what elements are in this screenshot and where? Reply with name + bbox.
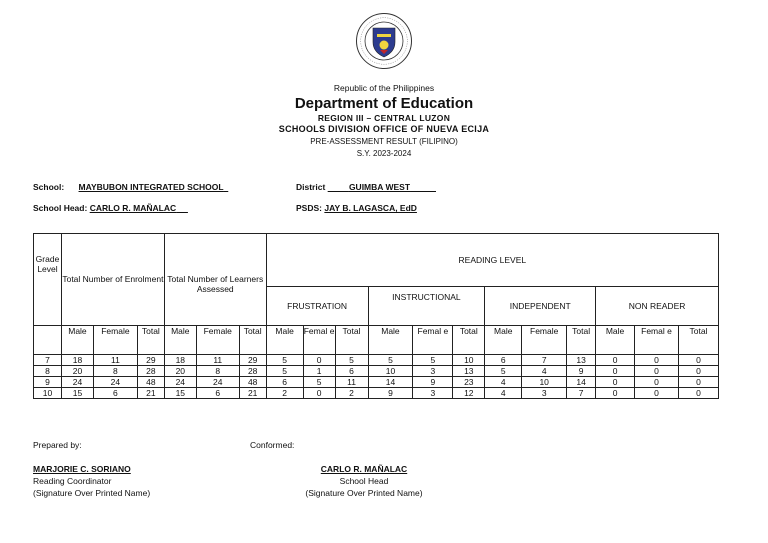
sub-header-cell: Total xyxy=(335,326,368,355)
school-label: School: xyxy=(33,182,65,192)
table-cell: 5 xyxy=(413,355,453,366)
table-cell: 20 xyxy=(61,366,93,377)
table-cell: 21 xyxy=(239,388,266,399)
table-cell: 18 xyxy=(164,355,196,366)
table-cell: 0 xyxy=(303,355,335,366)
grade-cell: 10 xyxy=(34,388,62,399)
grade-cell: 7 xyxy=(34,355,62,366)
table-cell: 6 xyxy=(196,388,239,399)
table-cell: 13 xyxy=(567,355,596,366)
sub-header-cell: Female xyxy=(522,326,567,355)
sub-header-cell xyxy=(34,326,62,355)
table-cell: 1 xyxy=(303,366,335,377)
sub-header-cell: Male xyxy=(368,326,413,355)
table-cell: 24 xyxy=(61,377,93,388)
instructional-header: INSTRUCTIONAL xyxy=(368,287,485,326)
sub-header-cell: Total xyxy=(137,326,164,355)
table-cell: 0 xyxy=(635,388,679,399)
table-cell: 0 xyxy=(678,388,718,399)
table-cell: 48 xyxy=(137,377,164,388)
prepared-by-block xyxy=(33,463,150,499)
table-cell: 3 xyxy=(413,366,453,377)
table-row xyxy=(34,377,719,388)
table-cell: 11 xyxy=(196,355,239,366)
table-cell: 21 xyxy=(137,388,164,399)
table-cell: 14 xyxy=(368,377,413,388)
prepared-by-label: Prepared by: xyxy=(33,440,82,450)
school-head-value: CARLO R. MAÑALAC xyxy=(89,203,177,213)
table-cell: 18 xyxy=(61,355,93,366)
conformed-block xyxy=(295,463,433,499)
table-cell: 5 xyxy=(266,355,303,366)
table-cell: 0 xyxy=(635,377,679,388)
deped-seal-logo xyxy=(355,12,413,70)
table-cell: 23 xyxy=(453,377,485,388)
sub-header-cell: Male xyxy=(485,326,522,355)
table-cell: 11 xyxy=(93,355,137,366)
sub-header-cell: Male xyxy=(596,326,635,355)
table-cell: 8 xyxy=(93,366,137,377)
school-head-label: School Head: xyxy=(33,203,88,213)
enrolment-header: Total Number of Enrolment xyxy=(61,234,164,326)
table-cell: 4 xyxy=(485,388,522,399)
sub-header-cell: Femal e xyxy=(635,326,679,355)
table-cell: 5 xyxy=(485,366,522,377)
grade-cell: 8 xyxy=(34,366,62,377)
table-cell: 15 xyxy=(164,388,196,399)
sub-header-cell: Male xyxy=(266,326,303,355)
sub-header-cell: Total xyxy=(453,326,485,355)
table-cell: 0 xyxy=(596,366,635,377)
table-row xyxy=(34,388,719,399)
school-year: S.Y. 2023-2024 xyxy=(356,149,412,158)
table-cell: 5 xyxy=(335,355,368,366)
table-cell: 24 xyxy=(93,377,137,388)
table-cell: 9 xyxy=(413,377,453,388)
sub-header-row xyxy=(34,326,719,355)
independent-header: INDEPENDENT xyxy=(485,287,596,326)
sub-header-cell: Total xyxy=(239,326,266,355)
table-cell: 24 xyxy=(196,377,239,388)
table-cell: 24 xyxy=(164,377,196,388)
table-cell: 48 xyxy=(239,377,266,388)
psds-row xyxy=(296,203,417,213)
school-row xyxy=(33,182,228,192)
table-cell: 3 xyxy=(522,388,567,399)
sub-header-cell: Total xyxy=(678,326,718,355)
table-cell: 9 xyxy=(368,388,413,399)
conformed-name: CARLO R. MAÑALAC xyxy=(320,464,408,474)
non-reader-header: NON READER xyxy=(596,287,719,326)
table-cell: 3 xyxy=(413,388,453,399)
sub-header-cell: Female xyxy=(196,326,239,355)
table-cell: 28 xyxy=(137,366,164,377)
table-cell: 4 xyxy=(485,377,522,388)
conformed-title: School Head xyxy=(339,476,389,486)
conformed-note: (Signature Over Printed Name) xyxy=(305,488,423,498)
table-cell: 8 xyxy=(196,366,239,377)
sub-header-cell: Total xyxy=(567,326,596,355)
table-cell: 0 xyxy=(678,355,718,366)
table-cell: 11 xyxy=(335,377,368,388)
table-cell: 0 xyxy=(303,388,335,399)
results-table xyxy=(33,233,719,399)
table-cell: 0 xyxy=(678,377,718,388)
table-cell: 10 xyxy=(522,377,567,388)
table-cell: 7 xyxy=(522,355,567,366)
district-label: District xyxy=(296,182,326,192)
table-body xyxy=(34,355,719,399)
table-cell: 2 xyxy=(335,388,368,399)
table-cell: 10 xyxy=(368,366,413,377)
table-cell: 15 xyxy=(61,388,93,399)
table-cell: 0 xyxy=(596,377,635,388)
table-cell: 5 xyxy=(266,366,303,377)
sub-header-cell: Femal e xyxy=(413,326,453,355)
table-cell: 14 xyxy=(567,377,596,388)
republic-text: Republic of the Philippines xyxy=(333,83,435,93)
grade-level-header: Grade Level xyxy=(34,234,62,326)
sub-header-cell: Male xyxy=(61,326,93,355)
table-row xyxy=(34,355,719,366)
department-title: Department of Education xyxy=(294,95,474,112)
table-cell: 0 xyxy=(678,366,718,377)
grade-cell: 9 xyxy=(34,377,62,388)
prepared-by-title: Reading Coordinator xyxy=(33,476,112,486)
sub-header-cell: Male xyxy=(164,326,196,355)
table-cell: 6 xyxy=(335,366,368,377)
table-cell: 4 xyxy=(522,366,567,377)
psds-value: JAY B. LAGASCA, EdD xyxy=(324,203,417,213)
psds-label: PSDS: xyxy=(296,203,322,213)
table-cell: 5 xyxy=(303,377,335,388)
assessed-header: Total Number of Learners Assessed xyxy=(164,234,266,326)
school-value: MAYBUBON INTEGRATED SCHOOL xyxy=(78,182,224,192)
division-text: SCHOOLS DIVISION OFFICE OF NUEVA ECIJA xyxy=(278,124,490,134)
table-cell: 28 xyxy=(239,366,266,377)
reading-level-header: READING LEVEL xyxy=(266,234,718,287)
table-cell: 13 xyxy=(453,366,485,377)
report-title: PRE-ASSESSMENT RESULT (FILIPINO) xyxy=(310,137,458,146)
table-cell: 0 xyxy=(596,355,635,366)
table-cell: 0 xyxy=(635,355,679,366)
prepared-by-note: (Signature Over Printed Name) xyxy=(33,488,151,498)
table-cell: 12 xyxy=(453,388,485,399)
table-cell: 5 xyxy=(368,355,413,366)
table-cell: 6 xyxy=(485,355,522,366)
prepared-by-name: MARJORIE C. SORIANO xyxy=(33,464,131,474)
table-cell: 2 xyxy=(266,388,303,399)
table-cell: 10 xyxy=(453,355,485,366)
table-cell: 0 xyxy=(635,366,679,377)
conformed-label: Conformed: xyxy=(250,440,295,450)
table-cell: 0 xyxy=(596,388,635,399)
school-head-row xyxy=(33,203,188,213)
sub-header-cell: Femal e xyxy=(303,326,335,355)
table-cell: 20 xyxy=(164,366,196,377)
sub-header-cell: Female xyxy=(93,326,137,355)
frustration-header: FRUSTRATION xyxy=(266,287,368,326)
table-cell: 29 xyxy=(137,355,164,366)
table-row xyxy=(34,366,719,377)
table-cell: 7 xyxy=(567,388,596,399)
district-value: GUIMBA WEST xyxy=(348,182,411,192)
district-row xyxy=(296,182,436,192)
table-cell: 9 xyxy=(567,366,596,377)
table-cell: 29 xyxy=(239,355,266,366)
region-text: REGION III – CENTRAL LUZON xyxy=(317,113,451,123)
table-cell: 6 xyxy=(266,377,303,388)
table-cell: 6 xyxy=(93,388,137,399)
